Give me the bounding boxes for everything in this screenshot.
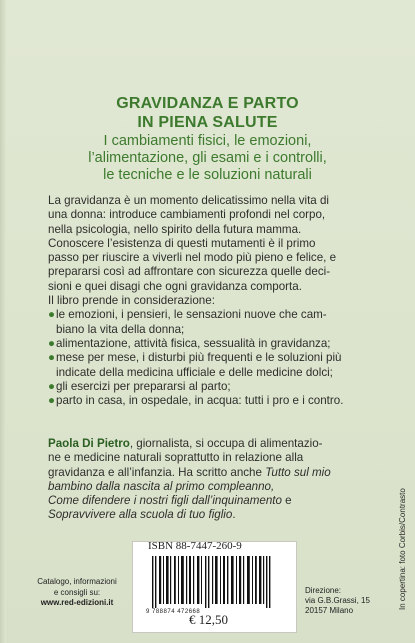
body-line: una donna: introduce cambiamenti profondi nel corpo, — [48, 208, 326, 222]
bullet-icon: ● — [48, 336, 56, 350]
barcode-icon — [148, 556, 278, 608]
bullet-icon: ● — [48, 379, 56, 393]
author-bio: Paola Di Pietro, giornalista, si occupa di alimentazio- ne e medicine naturali soprattutto in relazione alla gravidanza e all’infanzia. Ha scritto anche Tutto sul mio bambino dalla nascita al primo compleanno, Come difendere i nostri figli dall’inquinamento e Sopravvivere alla scuola di tuo figlio. — [48, 437, 331, 522]
book-ref: Tutto sul mio bambino dalla nascita al primo compleanno, — [48, 465, 331, 493]
bullet-text: gli esercizi per prepararsi al parto; — [56, 379, 231, 393]
book-title-line-2: IN PIENA SALUTE — [137, 114, 278, 131]
body-line: Il libro prende in considerazione: — [48, 294, 215, 308]
body-line: La gravidanza è un momento delicatissimo nella vita di — [48, 194, 329, 207]
bullet-icon: ● — [48, 394, 56, 408]
bullet-icon: ● — [48, 351, 56, 365]
bullet-icon: ● — [48, 308, 56, 322]
description — [48, 194, 366, 408]
author-name: Paola Di Pietro — [48, 437, 130, 450]
list-item — [48, 394, 366, 408]
website-link[interactable]: www.red-edizioni.it — [40, 598, 114, 607]
list-item — [48, 351, 366, 380]
publisher-info-left: Catalogo, informazioni e consigli su: www.red-edizioni.it — [27, 577, 127, 609]
bullet-text: parto in casa, in ospedale, in acqua: tutti i pro e i contro. — [56, 394, 344, 408]
subtitle-line-2: l’alimentazione, gli esami e i controlli, — [88, 150, 327, 166]
cover-credit: In copertina: foto Corbis/Contrasto — [398, 488, 407, 610]
publisher-address: Direzione: via G.B.Grassi, 15 20157 Milano — [305, 586, 370, 615]
body-line: passo per riuscire a viverli nel modo più pieno e felice, e — [48, 251, 337, 265]
bullet-text: indicate della medicina ufficiale e delle medicine dolci; — [56, 365, 333, 379]
bullet-text: mese per mese, i disturbi più frequenti e le soluzioni più — [56, 351, 342, 365]
list-item — [48, 337, 366, 351]
book-ref: Come difendere i nostri figli dall’inquinamento — [48, 494, 282, 508]
bullet-text: alimentazione, attività fisica, sessualità in gravidanza; — [56, 336, 331, 350]
subtitle-line-3: le tecniche e le soluzioni naturali — [103, 167, 312, 183]
book-title-line-1: GRAVIDANZA E PARTO — [116, 95, 299, 112]
list-item — [48, 380, 366, 394]
isbn: ISBN 88-7447-260-9 — [148, 540, 242, 552]
price: € 12,50 — [189, 612, 228, 627]
list-item — [48, 308, 366, 337]
subtitle-line-1: I cambiamenti fisici, le emozioni, — [103, 133, 312, 149]
body-line: sioni e quei disagi che ogni gravidanza comporta. — [48, 279, 302, 293]
body-line: nella psicologia, nello spirito della futura mamma. — [48, 222, 302, 236]
book-ref: Sopravvivere alla scuola di tuo figlio — [48, 508, 233, 522]
bullet-text: le emozioni, i pensieri, le sensazioni nuove che cam- — [56, 308, 327, 322]
body-line: prepararsi così ad affrontare con sicurezza quelle deci- — [48, 265, 331, 279]
bullet-text: biano la vita della donna; — [56, 322, 185, 336]
body-line: Conoscere l’esistenza di questi mutamenti è il primo — [48, 236, 316, 250]
barcode-digits: 9 788874 472668 — [146, 609, 201, 615]
